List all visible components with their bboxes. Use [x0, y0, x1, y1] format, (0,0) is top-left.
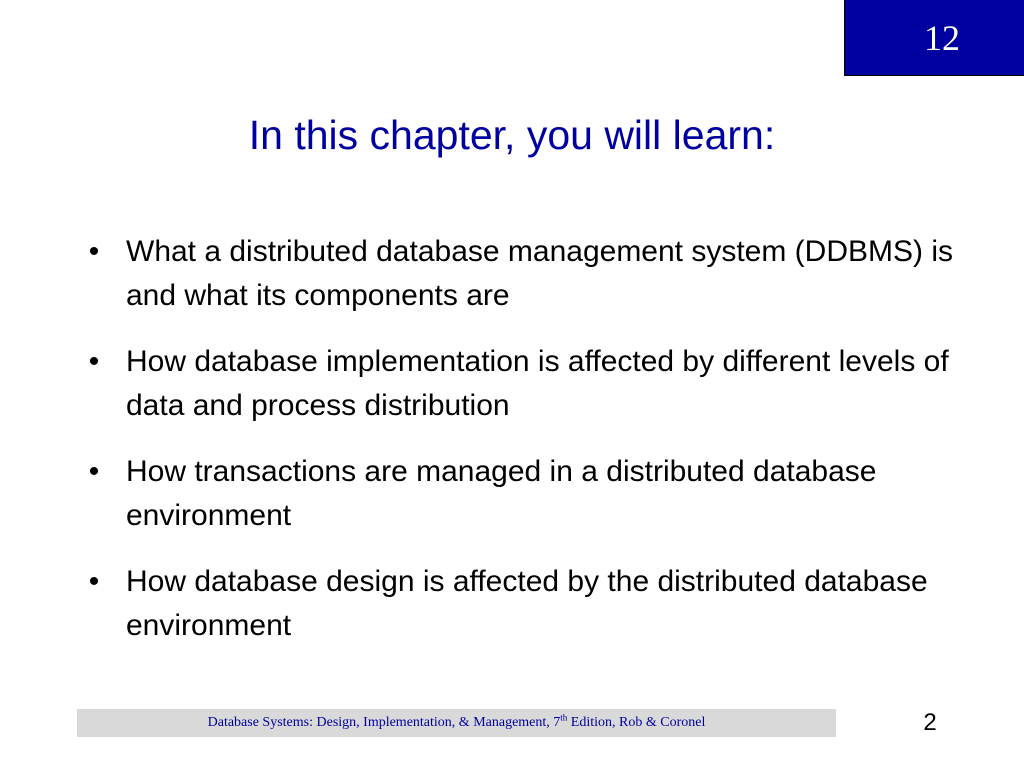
footer-bar: [77, 709, 836, 737]
footer-citation: [77, 709, 836, 737]
bullet-dot-icon: •: [88, 455, 100, 488]
footer-edition-superscript: th: [560, 712, 568, 723]
bullet-item-4: [84, 560, 964, 648]
bullet-text-3: How transactions are managed in a distributed database environment: [126, 455, 877, 532]
bullet-item-3: [84, 450, 964, 538]
chapter-number: 12: [924, 18, 960, 58]
bullet-text-2: How database implementation is affected by different levels of data and process distribution: [126, 345, 949, 422]
bullet-text-1: What a distributed database management system (DDBMS) is and what its components are: [126, 235, 954, 312]
footer-text-after: Edition, Rob & Coronel: [567, 715, 706, 730]
bullet-list: [84, 230, 964, 670]
bullet-dot-icon: •: [88, 235, 100, 268]
bullet-dot-icon: •: [88, 345, 100, 378]
slide-title: In this chapter, you will learn:: [248, 112, 776, 158]
bullet-item-2: [84, 340, 964, 428]
bullet-text-4: How database design is affected by the distributed database environment: [126, 565, 928, 642]
bullet-item-1: [84, 230, 964, 318]
page-number: 2: [923, 709, 937, 736]
footer-text-before: Database Systems: Design, Implementation, & Management, 7: [207, 715, 561, 730]
bullet-dot-icon: •: [88, 565, 100, 598]
